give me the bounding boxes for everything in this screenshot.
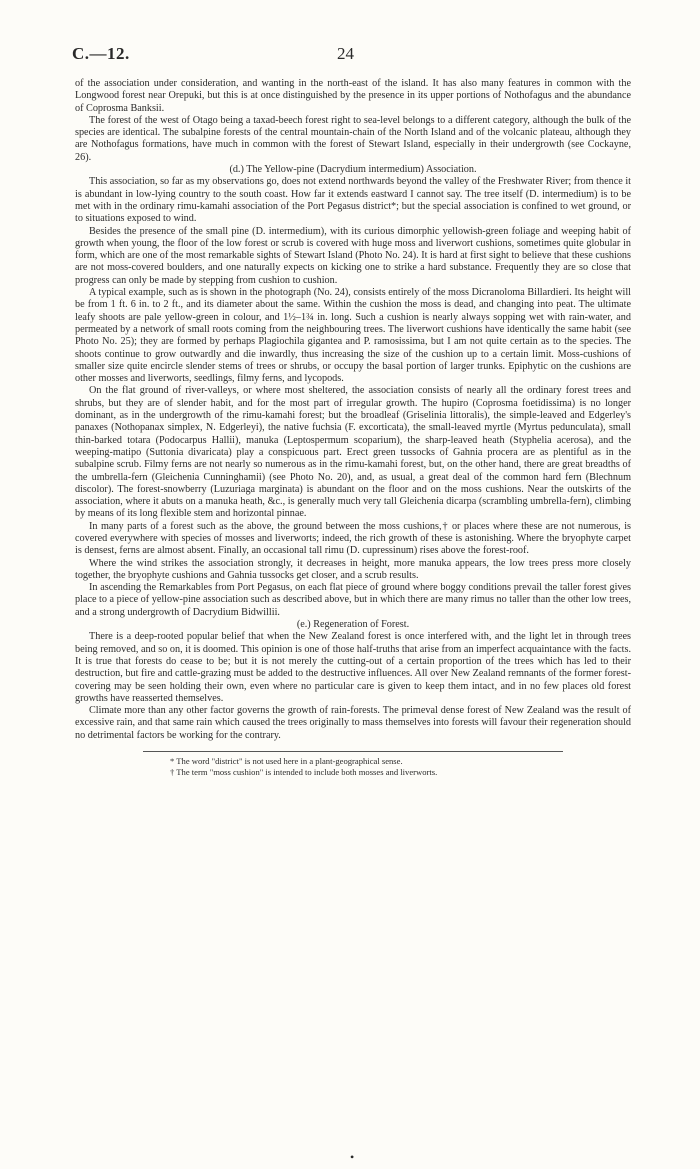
section-heading: (e.) Regeneration of Forest.	[296, 619, 410, 631]
page-mark: •	[350, 1150, 355, 1164]
paragraph: A typical example, such as is shown in the photograph (No. 24), consists entirely of the moss Dicranoloma Billardieri. Its height will be from 1 ft. 6 in. to 2 ft., and its diameter about the same. Within the cushion the moss is dead, and changing into peat. The ultimate leafy shoots are pale yellow-green in colour, and 1½–1¾ in. long. Such a cushion is nearly always sopping wet with rain-water, and permeated by a network of small roots coming from the neighbouring trees. The liverwort cushions have identically the same habit (see Photo No. 25); they are formed by perhaps Plagiochila gigantea and P. ramosissima, but I am not quite certain as to the species. The shoots continue to grow outwardly and die inwardly, thus increasing the size of the cushion up to a certain limit. Moss-cushions of smaller size quite encircle slender stems of trees or shrubs, or occupy the basal portion of larger trunks. Epiphytic on the cushions are other mosses and liverworts, seedlings, filmy ferns, and lycopods.	[75, 287, 631, 385]
footnote: * The word "district" is not used here in a plant-geographical sense.	[170, 756, 403, 767]
paragraph: Where the wind strikes the association strongly, it decreases in height, more manuka appears, the low trees press more closely together, the bryophyte cushions and Gahnia tussocks get closer, and a scrub results.	[75, 557, 631, 581]
page-header	[72, 44, 632, 66]
paragraph: On the flat ground of river-valleys, or where most sheltered, the association consists of nearly all the ordinary forest trees and shrubs, but they are of slender habit, and for the most part of irregular growth. The hupiro (Coprosma foetidissima) is no longer dominant, as in the undergrowth of the rimu-kamahi forest; but the broadleaf (Griselinia littoralis), the simple-leaved and Edgerley's panaxes (Nothopanax simplex, N. Edgerleyi), the native fuchsia (F. excorticata), the small-leaved myrtle (Myrtus pedunculata), small thin-barked totara (Podocarpus Hallii), manuka (Leptospermum scoparium), the sharp-leaved heath (Styphelia acerosa), and the weeping-matipo (Suttonia divaricata) play a conspicuous part. Erect green tussocks of Gahnia procera are as plentiful as in the subalpine scrub. Filmy ferns are not nearly so numerous as in the rimu-kamahi forest, but, on the other hand, there are great breadths of the umbrella-fern (Gleichenia Cunninghamii) (see Photo No. 20), and, as usual, a great deal of the common hard fern (Blechnum discolor). The forest-snowberry (Luzuriaga marginata) is abundant on the floor and on the moss cushions. Near the outskirts of the association, where it abuts on a manuka heath, &c., is generally much very tall Gleichenia dicarpa (scrambling umbrella-fern), climbing by means of its long flexible stem and horizontal pinnae.	[75, 385, 631, 520]
page-number: 24	[337, 44, 354, 63]
paragraph: There is a deep-rooted popular belief that when the New Zealand forest is once interfered with, and the light let in through trees being removed, and so on, it is doomed. This opinion is one of those half-truths that arise from an imperfect acquaintance with the facts. It is true that forests do cease to be; but it is not merely the cutting-out of a certain proportion of the trees which has led to their destruction, but fire and cattle-grazing must be added to the destructive influences. All over New Zealand remnants of the former forest-covering may be seen holding their own, even where no particular care is given to keep them intact, and in no few places old forest growths have reasserted themselves.	[75, 631, 631, 704]
paragraph: of the association under consideration, and wanting in the north-east of the island. It has also many features in common with the Longwood forest near Orepuki, but this is at once distinguished by the presence in its upper portions of Nothofagus and the abundance of Coprosma Banksii.	[75, 78, 631, 114]
body-text	[75, 78, 631, 778]
paragraph: In ascending the Remarkables from Port Pegasus, on each flat piece of ground where boggy conditions prevail the taller forest gives place to a piece of yellow-pine association such as described above, but in which there are many rimus no taller than the other low trees, and a strong undergrowth of Dacrydium Bidwillii.	[75, 582, 631, 618]
paragraph: The forest of the west of Otago being a taxad-beech forest right to sea-level belongs to a different category, although the bulk of the species are identical. The subalpine forests of the central mountain-chain of the North Island and of the volcanic plateau, although they are Nothofagus formations, have much in common with the forest of Stewart Island, especially in their undergrowth (see Cockayne, 26).	[75, 114, 631, 163]
paragraph: In many parts of a forest such as the above, the ground between the moss cushions,† or places where these are not numerous, is covered everywhere with species of mosses and liverworts; indeed, the rich growth of these is astonishing. Where the bryophyte carpet is densest, ferns are almost absent. Finally, an occasional tall rimu (D. cupressinum) rises above the forest-roof.	[75, 520, 631, 557]
paragraph: Climate more than any other factor governs the growth of rain-forests. The primeval dense forest of New Zealand was the result of excessive rain, and that same rain which caused the trees originally to mass themselves into forests will favour their regeneration should no detrimental factors be working for the contrary.	[75, 705, 631, 741]
paragraph: Besides the presence of the small pine (D. intermedium), with its curious dimorphic yellowish-green foliage and weeping habit of growth when young, the floor of the low forest or scrub is covered with huge moss and liverwort cushions, sometimes quite globular in form, which are one of the most remarkable sights of Stewart Island (Photo No. 24). It is hard at first sight to believe that these cushions are not moss-covered boulders, and one naturally expects on kicking one to strike a hard substance. Frequently they are so close that progress can only be made by stepping from cushion to cushion.	[75, 225, 631, 286]
document-code: C.—12.	[72, 44, 130, 63]
section-heading: (d.) The Yellow-pine (Dacrydium intermedium) Association.	[229, 164, 477, 176]
paragraph: This association, so far as my observations go, does not extend northwards beyond the valley of the Freshwater River; from thence it is abundant in low-lying country to the south coast. How far it extends eastward I cannot say. The tree itself (D. intermedium) is to be met with in the ordinary rimu-kamahi association of the Port Pegasus district*; but the special association is confined to wet ground, or to situations exposed to wind.	[75, 176, 631, 225]
footnote: † The term "moss cushion" is intended to include both mosses and liverworts.	[170, 767, 438, 778]
footnote-divider	[143, 751, 563, 752]
